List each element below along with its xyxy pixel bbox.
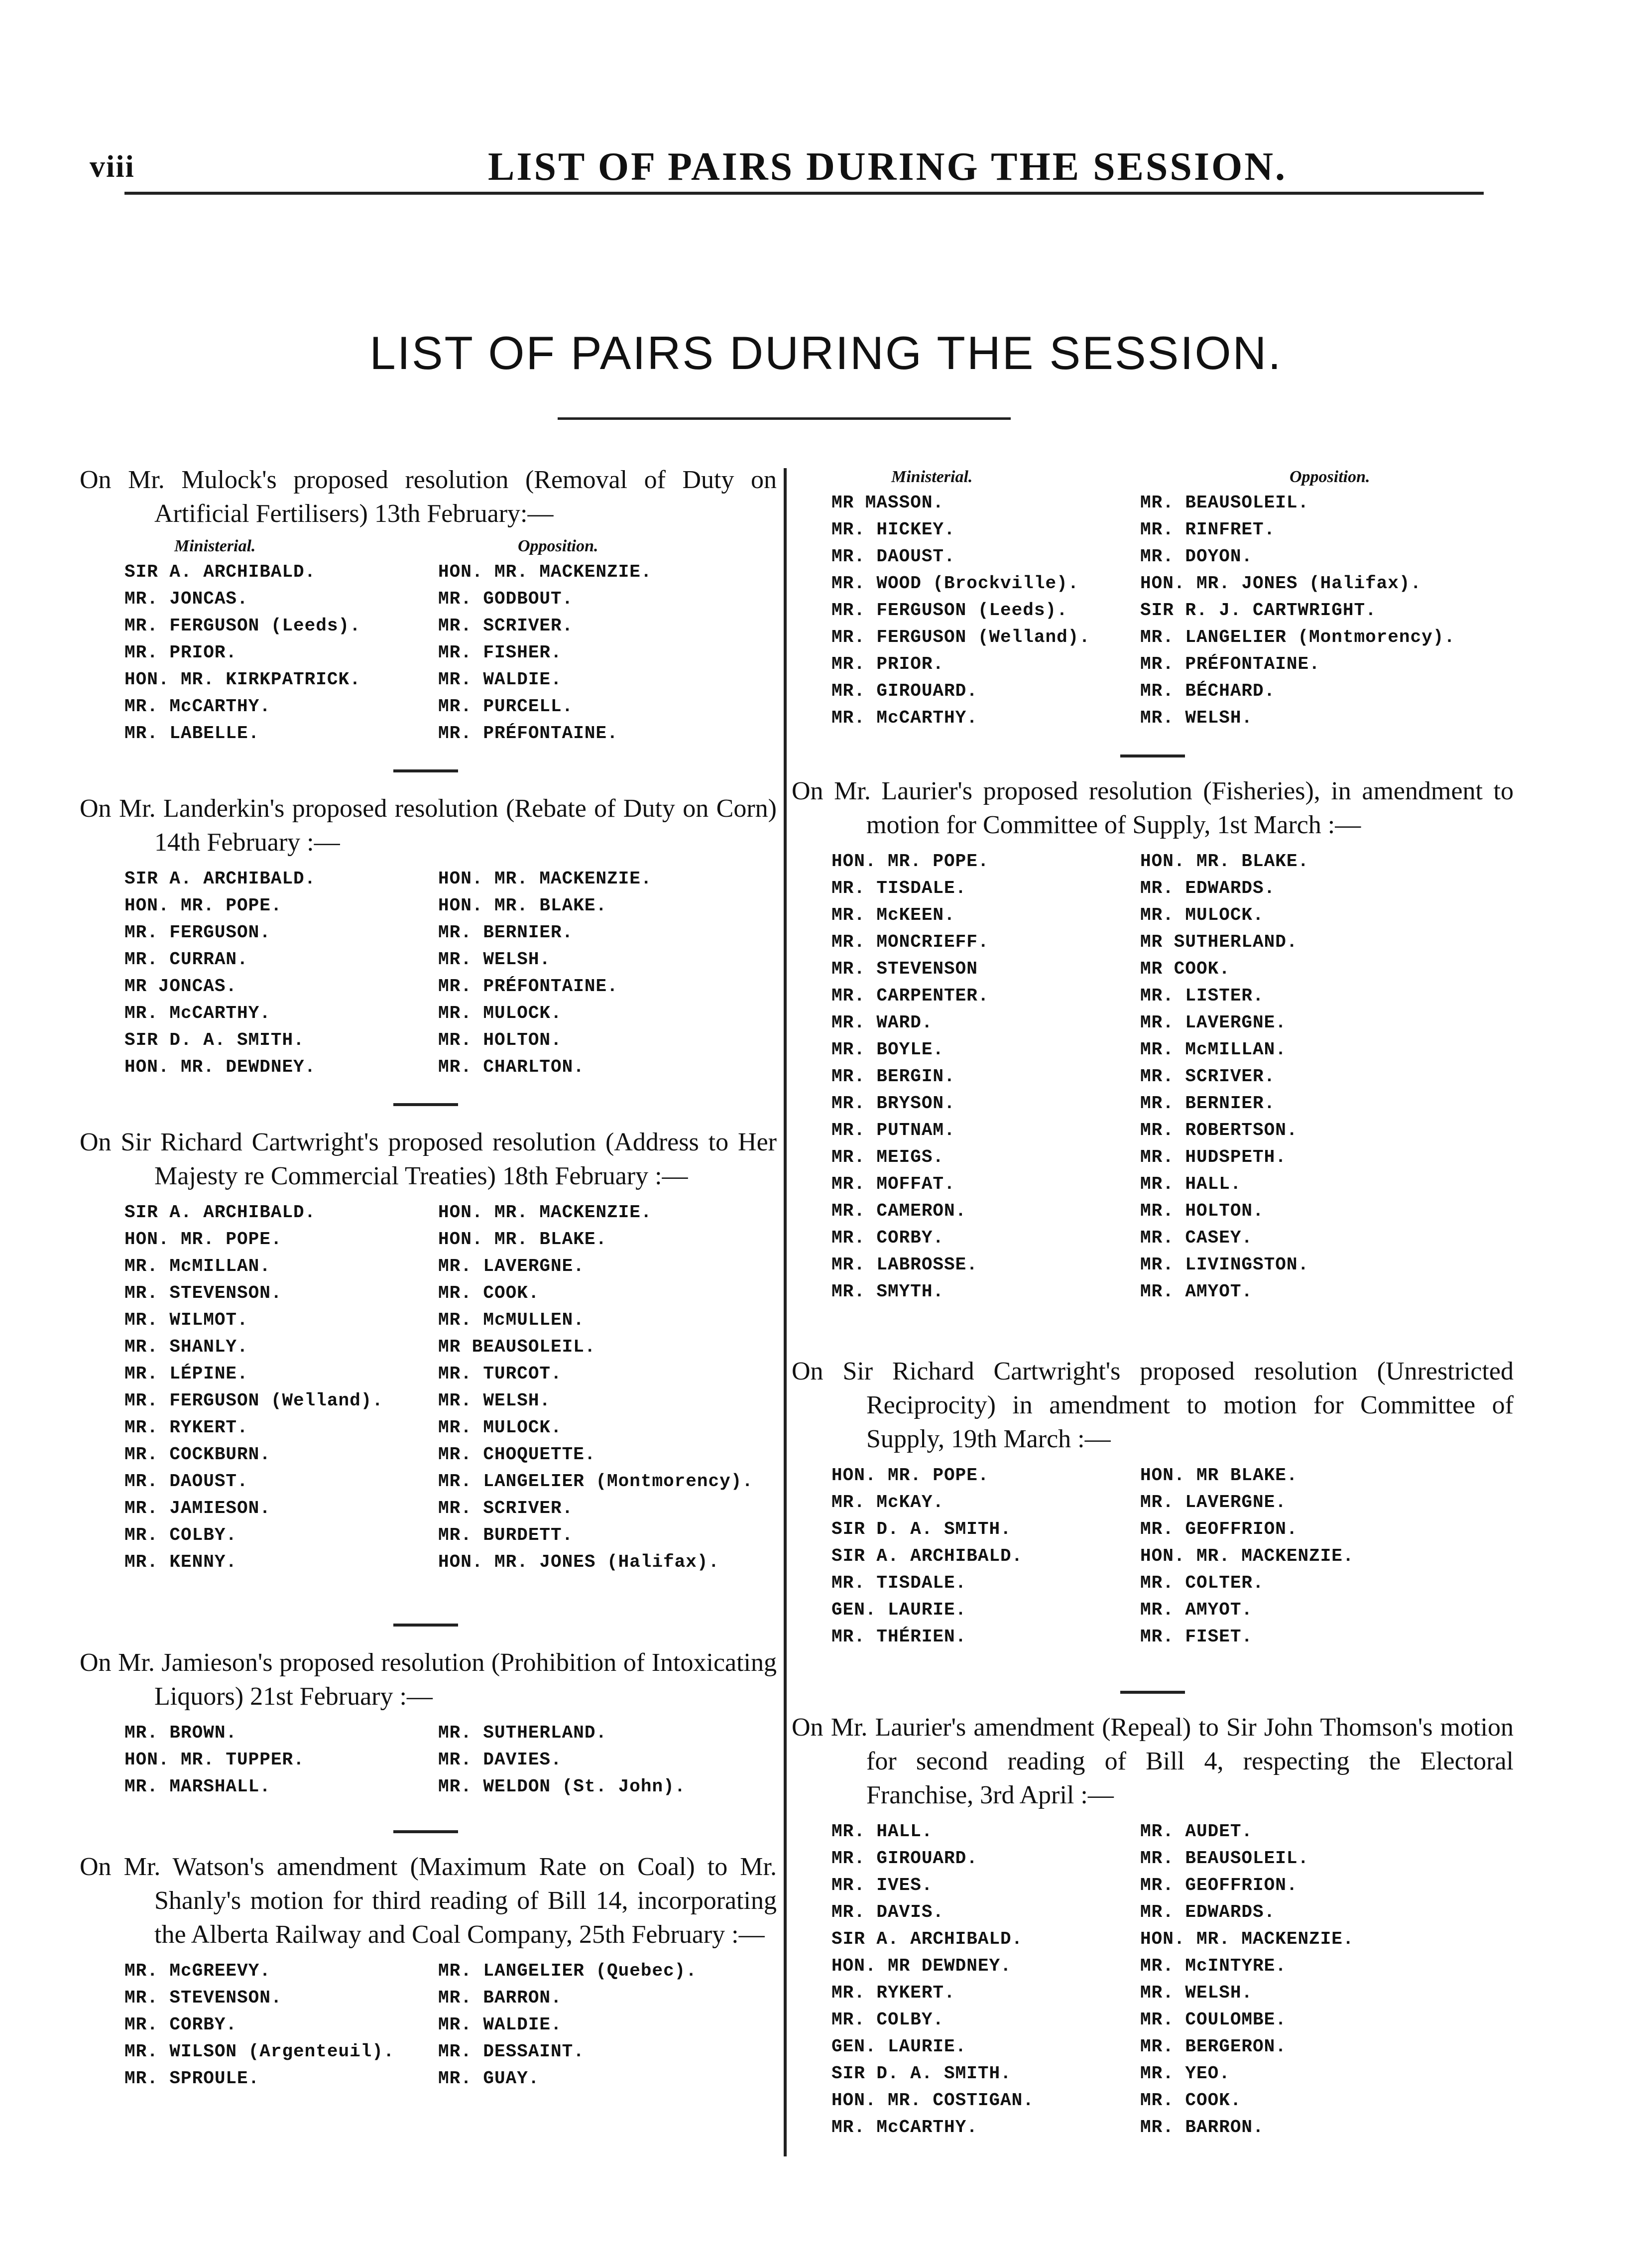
member-name: MR. CURRAN. [124,949,248,970]
member-name: SIR A. ARCHIBALD. [124,562,316,582]
member-name: MR. STEVENSON. [124,1283,282,1303]
member-name: MR. WELSH. [438,949,551,970]
member-name: MR. WALDIE. [438,2014,562,2035]
member-name: MR. McINTYRE. [1140,1956,1287,1976]
member-name: MR. McKEEN. [831,905,955,925]
member-name: MR. RINFRET. [1140,519,1276,540]
member-name: MR. BERGIN. [831,1066,955,1087]
member-name: MR. THÉRIEN. [831,1627,967,1647]
member-name: MR. LABELLE. [124,723,260,744]
member-name: MR. RYKERT. [124,1417,248,1438]
member-name: MR. ROBERTSON. [1140,1120,1298,1140]
ministerial-label: Ministerial. [891,468,973,486]
ministerial-label: Ministerial. [174,537,256,555]
member-name: HON. MR. DEWDNEY. [124,1057,316,1077]
member-name: MR. MULOCK. [1140,905,1264,925]
section-separator [393,1103,458,1106]
member-name: HON. MR. COSTIGAN. [831,2090,1034,2111]
pair-names [80,1958,777,2092]
pair-names [792,1462,1514,1650]
member-name: HON. MR. MACKENZIE. [1140,1546,1354,1566]
member-name: MR. DESSAINT. [438,2041,585,2062]
running-title: LIST OF PAIRS DURING THE SESSION. [488,145,1288,189]
member-name: MR. IVES. [831,1875,933,1895]
member-name: MR. MARSHALL. [124,1776,271,1797]
member-name: MR. YEO. [1140,2063,1230,2084]
member-name: HON. MR. BLAKE. [438,1229,607,1250]
member-name: MR. PRIOR. [831,654,944,674]
member-name: HON. MR. BLAKE. [438,895,607,916]
pair-section [80,1126,777,1576]
title-rule [558,417,1011,420]
member-name: HON. MR BLAKE. [1140,1465,1298,1486]
member-name: MR. WARD. [831,1012,933,1033]
section-heading: On Sir Richard Cartwright's proposed resolution (Unrestricted Reciprocity) in amendment to motion for Committee of Supply, 19th March :— [792,1357,1514,1453]
member-name: SIR D. A. SMITH. [124,1030,305,1050]
member-name: MR. DAVIS. [831,1902,944,1922]
member-name: MR. AMYOT. [1140,1281,1253,1302]
member-name: MR. DAVIES. [438,1750,562,1770]
member-name: HON. MR. BLAKE. [1140,851,1309,872]
member-name: MR. TISDALE. [831,1573,967,1593]
member-name: HON. MR. JONES (Halifax). [438,1552,720,1572]
member-name: MR. DAOUST. [124,1471,248,1492]
member-name: MR. McCARTHY. [831,2117,978,2137]
member-name: MR. EDWARDS. [1140,878,1276,898]
member-name: MR. FISET. [1140,1627,1253,1647]
opposition-label: Opposition. [518,537,598,555]
member-name: MR. LAVERGNE. [1140,1012,1287,1033]
member-name: MR. COLBY. [124,1525,237,1545]
member-name: MR. JONCAS. [124,589,248,609]
pair-names [792,848,1514,1305]
member-name: MR. LABROSSE. [831,1255,978,1275]
member-name: MR SUTHERLAND. [1140,932,1298,952]
member-name: MR. FERGUSON (Leeds). [124,616,361,636]
member-name: MR. McCARTHY. [124,1003,271,1023]
pair-names [80,559,777,747]
member-name: SIR A. ARCHIBALD. [124,1202,316,1223]
member-name: MR. PRÉFONTAINE. [438,723,618,744]
ministerial-list [80,1199,438,1576]
member-name: MR. GIROUARD. [831,1848,978,1869]
pair-section [792,1711,1514,2141]
member-name: MR. MONCRIEFF. [831,932,989,952]
member-name: MR. FERGUSON (Leeds). [831,600,1068,621]
member-name: MR. STEVENSON. [124,1988,282,2008]
member-name: MR. COCKBURN. [124,1444,271,1465]
member-name: MR. SUTHERLAND. [438,1723,607,1743]
member-name: MR. COLBY. [831,2010,944,2030]
ministerial-list [792,1818,1140,2141]
member-name: MR. BARRON. [1140,2117,1264,2137]
member-name: MR. SHANLY. [124,1337,248,1357]
ministerial-list [80,1720,438,1800]
member-name: MR. GODBOUT. [438,589,574,609]
member-name: MR. MULOCK. [438,1417,562,1438]
member-name: SIR A. ARCHIBALD. [831,1929,1023,1949]
member-name: MR. CAMERON. [831,1201,967,1221]
member-name: HON. MR. POPE. [124,895,282,916]
ministerial-list [792,1462,1140,1650]
member-name: MR. BERNIER. [1140,1093,1276,1114]
member-name: MR. WILMOT. [124,1310,248,1330]
member-name: MR. WILSON (Argenteuil). [124,2041,395,2062]
pair-section [792,466,1514,732]
member-name: HON. MR. MACKENZIE. [1140,1929,1354,1949]
member-name: MR. AMYOT. [1140,1600,1253,1620]
member-name: MR. McMILLAN. [124,1256,271,1276]
section-heading: On Mr. Watson's amendment (Maximum Rate on Coal) to Mr. Shanly's motion for third reading of Bill 14, incorporating the Alberta Railway and Coal Company, 25th February :— [80,1853,777,1949]
column-labels [80,537,777,556]
pair-section [80,1646,777,1800]
member-name: MR. BEAUSOLEIL. [1140,1848,1309,1869]
member-name: MR MASSON. [831,493,944,513]
pair-section [80,463,777,747]
member-name: MR. CASEY. [1140,1228,1253,1248]
member-name: MR. EDWARDS. [1140,1902,1276,1922]
opposition-list [438,1199,753,1576]
member-name: MR. McCARTHY. [124,696,271,717]
column-labels [792,468,1514,487]
member-name: MR. CORBY. [124,2014,237,2035]
member-name: MR. WELDON (St. John). [438,1776,686,1797]
member-name: MR. RYKERT. [831,1983,955,2003]
member-name: MR. LANGELIER (Quebec). [438,1961,697,1981]
member-name: MR. JAMIESON. [124,1498,271,1518]
member-name: MR. SPROULE. [124,2068,260,2089]
member-name: SIR A. ARCHIBALD. [124,869,316,889]
member-name: MR. DOYON. [1140,546,1253,567]
member-name: MR. PURCELL. [438,696,574,717]
ministerial-list [792,848,1140,1305]
ministerial-list [80,559,438,747]
member-name: MR. TISDALE. [831,878,967,898]
ministerial-list [80,866,438,1081]
member-name: MR. SMYTH. [831,1281,944,1302]
member-name: GEN. LAURIE. [831,1600,967,1620]
member-name: MR. COLTER. [1140,1573,1264,1593]
member-name: HON. MR. MACKENZIE. [438,1202,652,1223]
member-name: MR. CHOQUETTE. [438,1444,596,1465]
pair-section [80,1850,777,2092]
member-name: HON. MR. TUPPER. [124,1750,305,1770]
member-name: MR. BEAUSOLEIL. [1140,493,1309,513]
member-name: MR. COULOMBE. [1140,2010,1287,2030]
member-name: MR. PRÉFONTAINE. [438,976,618,997]
member-name: HON. MR. KIRKPATRICK. [124,669,361,690]
member-name: MR. GEOFFRION. [1140,1519,1298,1539]
member-name: HON. MR. POPE. [124,1229,282,1250]
member-name: MR. LANGELIER (Montmorency). [438,1471,753,1492]
member-name: MR. COOK. [438,1283,540,1303]
member-name: MR. LAVERGNE. [1140,1492,1287,1512]
member-name: MR. McGREEVY. [124,1961,271,1981]
opposition-list [1140,1818,1354,2141]
member-name: HON. MR. MACKENZIE. [438,562,652,582]
page-title: LIST OF PAIRS DURING THE SESSION. [369,327,1283,379]
member-name: MR. SCRIVER. [1140,1066,1276,1087]
section-heading: On Sir Richard Cartwright's proposed resolution (Address to Her Majesty re Commercial Treaties) 18th February :— [80,1128,777,1190]
section-separator [393,1624,458,1627]
pair-names [80,1199,777,1576]
page-number: viii [90,150,135,184]
opposition-list [438,1720,686,1800]
pair-names [792,1818,1514,2141]
opposition-label: Opposition. [1290,468,1370,486]
member-name: MR. STEVENSON [831,959,978,979]
section-heading: On Mr. Mulock's proposed resolution (Removal of Duty on Artificial Fertilisers) 13th February:— [80,466,777,528]
member-name: MR. McMULLEN. [438,1310,585,1330]
member-name: SIR A. ARCHIBALD. [831,1546,1023,1566]
pair-names [80,866,777,1081]
pair-section [792,774,1514,1305]
member-name: MR. LÉPINE. [124,1364,248,1384]
member-name: MR. AUDET. [1140,1821,1253,1842]
member-name: MR. CARPENTER. [831,986,989,1006]
section-separator [393,1830,458,1833]
member-name: MR. FERGUSON (Welland). [124,1390,383,1411]
member-name: MR COOK. [1140,959,1230,979]
member-name: MR. McKAY. [831,1492,944,1512]
pair-names [792,490,1514,732]
member-name: MR. McMILLAN. [1140,1039,1287,1060]
member-name: MR. GUAY. [438,2068,540,2089]
member-name: MR. CHARLTON. [438,1057,585,1077]
member-name: MR. GIROUARD. [831,681,978,701]
member-name: MR. FISHER. [438,642,562,663]
member-name: MR. WALDIE. [438,669,562,690]
section-heading: On Mr. Jamieson's proposed resolution (Prohibition of Intoxicating Liquors) 21st February :— [80,1648,777,1711]
pair-section [80,792,777,1081]
member-name: MR. COOK. [1140,2090,1242,2111]
member-name: MR. BRYSON. [831,1093,955,1114]
member-name: HON. MR. POPE. [831,1465,989,1486]
member-name: MR. PUTNAM. [831,1120,955,1140]
opposition-list [438,1958,697,2092]
member-name: HON. MR DEWDNEY. [831,1956,1012,1976]
member-name: MR. BÉCHARD. [1140,681,1276,701]
section-heading: On Mr. Laurier's proposed resolution (Fisheries), in amendment to motion for Committee of Supply, 1st March :— [792,777,1514,839]
member-name: MR. FERGUSON (Welland). [831,627,1090,647]
opposition-list [1140,1462,1354,1650]
section-separator [393,769,458,772]
member-name: MR. LIVINGSTON. [1140,1255,1309,1275]
member-name: MR. LANGELIER (Montmorency). [1140,627,1455,647]
member-name: MR. MULOCK. [438,1003,562,1023]
member-name: MR. WELSH. [1140,708,1253,728]
member-name: MR. SCRIVER. [438,1498,574,1518]
section-separator [1120,1691,1185,1694]
section-separator [1120,754,1185,757]
section-heading: On Mr. Landerkin's proposed resolution (Rebate of Duty on Corn) 14th February :— [80,794,777,857]
member-name: MR. HUDSPETH. [1140,1147,1287,1167]
member-name: MR. KENNY. [124,1552,237,1572]
member-name: MR. PRÉFONTAINE. [1140,654,1320,674]
member-name: MR. HICKEY. [831,519,955,540]
member-name: HON. MR. JONES (Halifax). [1140,573,1422,594]
member-name: MR. BERNIER. [438,922,574,943]
member-name: MR. HALL. [1140,1174,1242,1194]
member-name: MR. BOYLE. [831,1039,944,1060]
member-name: MR. McCARTHY. [831,708,978,728]
running-head [90,144,1504,199]
column-divider [784,468,787,2156]
member-name: MR. LAVERGNE. [438,1256,585,1276]
member-name: MR. HOLTON. [438,1030,562,1050]
member-name: MR. MOFFAT. [831,1174,955,1194]
opposition-list [438,866,652,1081]
member-name: MR. WOOD (Brockville). [831,573,1079,594]
member-name: MR. BERGERON. [1140,2036,1287,2057]
opposition-list [438,559,652,747]
member-name: SIR R. J. CARTWRIGHT. [1140,600,1377,621]
member-name: MR. DAOUST. [831,546,955,567]
member-name: MR. LISTER. [1140,986,1264,1006]
member-name: MR. BURDETT. [438,1525,574,1545]
header-rule [124,192,1484,195]
opposition-list [1140,490,1455,732]
pair-section [792,1355,1514,1650]
member-name: MR. SCRIVER. [438,616,574,636]
member-name: MR. BARRON. [438,1988,562,2008]
member-name: SIR D. A. SMITH. [831,1519,1012,1539]
member-name: MR. HALL. [831,1821,933,1842]
member-name: MR. WELSH. [1140,1983,1253,2003]
ministerial-list [80,1958,438,2092]
opposition-list [1140,848,1309,1305]
member-name: MR JONCAS. [124,976,237,997]
member-name: MR. WELSH. [438,1390,551,1411]
member-name: MR. GEOFFRION. [1140,1875,1298,1895]
member-name: MR. MEIGS. [831,1147,944,1167]
member-name: GEN. LAURIE. [831,2036,967,2057]
member-name: MR. CORBY. [831,1228,944,1248]
member-name: MR. HOLTON. [1140,1201,1264,1221]
member-name: HON. MR. POPE. [831,851,989,872]
pair-names [80,1720,777,1800]
ministerial-list [792,490,1140,732]
member-name: SIR D. A. SMITH. [831,2063,1012,2084]
member-name: MR. BROWN. [124,1723,237,1743]
member-name: MR. PRIOR. [124,642,237,663]
member-name: MR. FERGUSON. [124,922,271,943]
member-name: HON. MR. MACKENZIE. [438,869,652,889]
member-name: MR. TURCOT. [438,1364,562,1384]
section-heading: On Mr. Laurier's amendment (Repeal) to Sir John Thomson's motion for second reading of Bill 4, respecting the Electoral Franchise, 3rd April :— [792,1713,1514,1809]
member-name: MR BEAUSOLEIL. [438,1337,596,1357]
